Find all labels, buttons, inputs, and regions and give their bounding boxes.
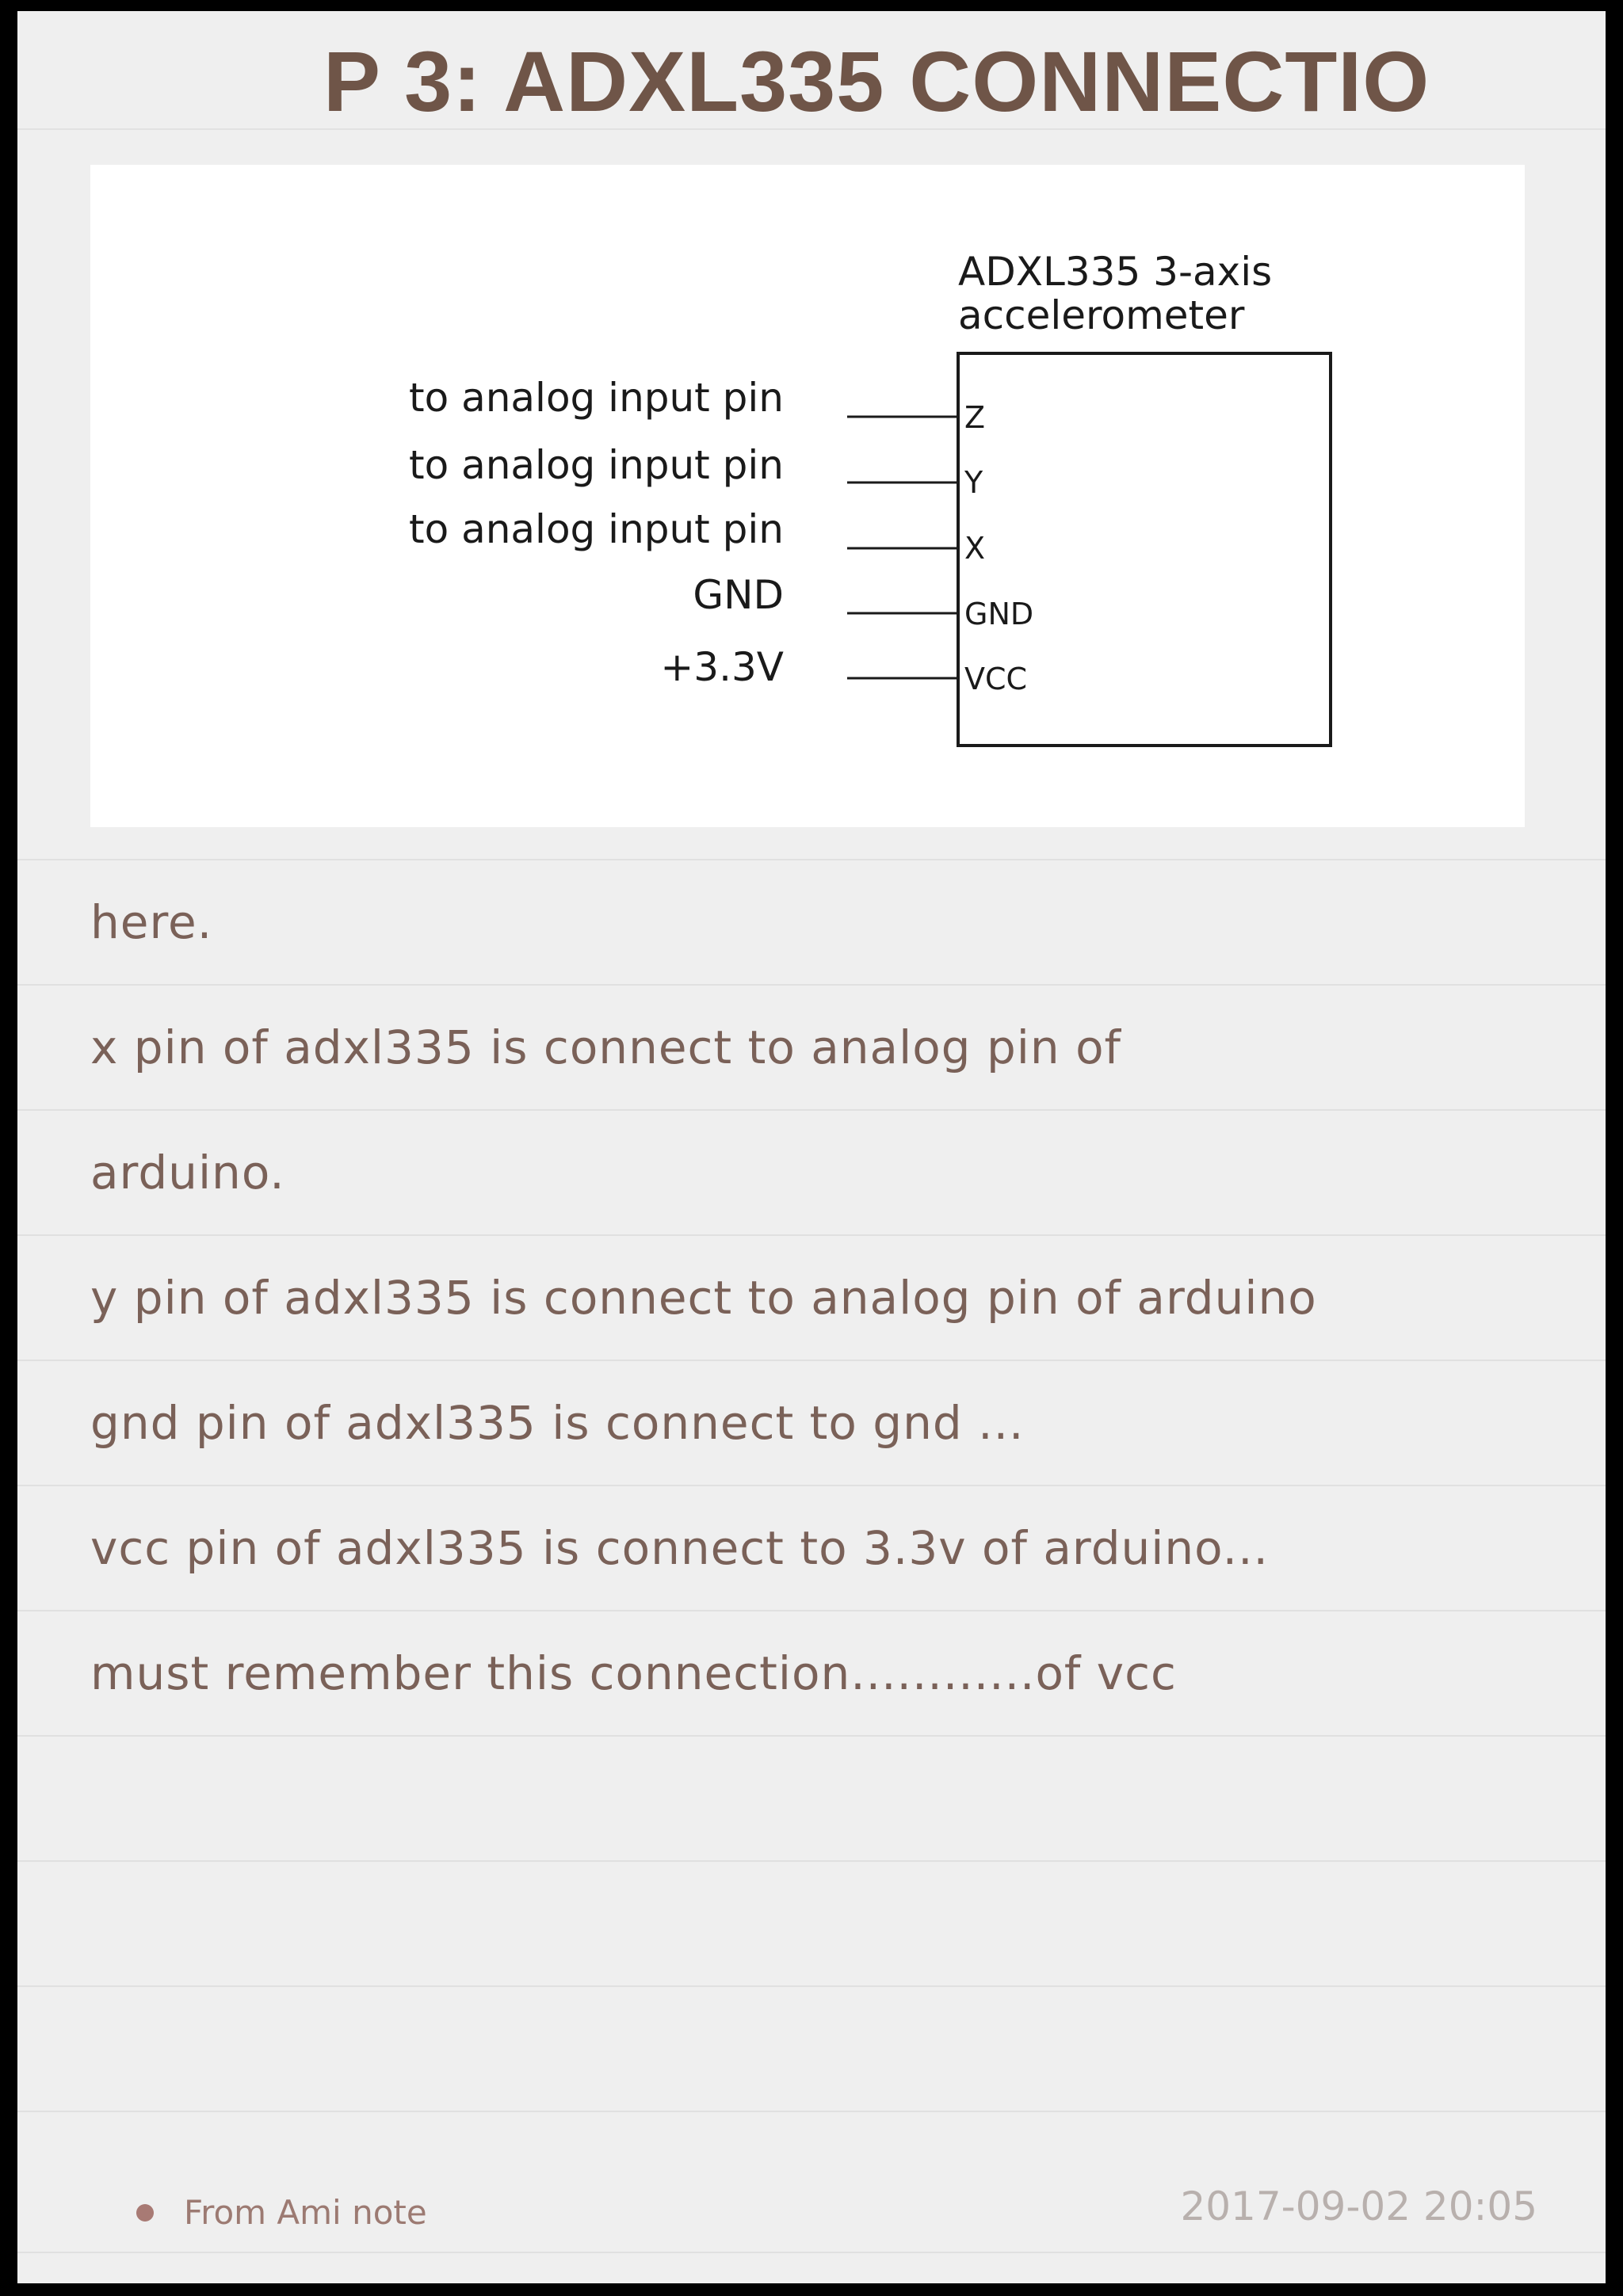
note-line-empty[interactable] [17,1987,1606,2112]
note-line-empty[interactable] [17,1862,1606,1987]
note-line[interactable] [17,1236,1606,1361]
note-line[interactable] [17,1486,1606,1611]
note-line-text: arduino. [90,1146,285,1199]
note-line-text: must remember this connection............of vcc [90,1646,1177,1700]
note-line[interactable] [17,986,1606,1111]
note-line[interactable] [17,1611,1606,1737]
pin-label-gnd: GND [964,597,1034,631]
note-line-text: vcc pin of adxl335 is connect to 3.3v of arduino... [90,1521,1269,1575]
note-timestamp: 2017-09-02 20:05 [1180,2183,1537,2229]
pin-label-z: Z [964,400,986,435]
left-label-z: to analog input pin [409,375,784,421]
left-label-vcc: +3.3V [660,644,784,690]
note-line-text: y pin of adxl335 is connect to analog pin of arduino [90,1271,1317,1325]
left-label-x: to analog input pin [409,506,784,552]
chip-title-line2: accelerometer [958,292,1245,338]
note-line[interactable] [17,1361,1606,1486]
title-bar [17,11,1606,130]
left-label-y: to analog input pin [409,442,784,488]
note-line[interactable] [17,1111,1606,1236]
pin-label-y: Y [964,465,983,500]
note-page [17,11,1606,2283]
source-dot-icon [136,2204,154,2222]
note-line[interactable] [17,860,1606,986]
note-line-text: here. [90,895,213,949]
note-line-text: x pin of adxl335 is connect to analog pin of [90,1020,1121,1074]
note-line-text: gnd pin of adxl335 is connect to gnd ... [90,1396,1025,1450]
page-title: P 3: ADXL335 CONNECTIO [323,33,1430,129]
note-source: From Ami note [184,2193,427,2232]
left-label-gnd: GND [693,572,784,618]
pin-label-vcc: VCC [964,662,1028,696]
wiring-diagram [90,165,1525,827]
chip-title-line1: ADXL335 3-axis [958,249,1273,295]
note-line-empty[interactable] [17,1737,1606,1862]
pin-label-x: X [964,531,986,566]
wiring-diagram-image[interactable] [90,165,1525,827]
note-footer [17,2128,1606,2253]
